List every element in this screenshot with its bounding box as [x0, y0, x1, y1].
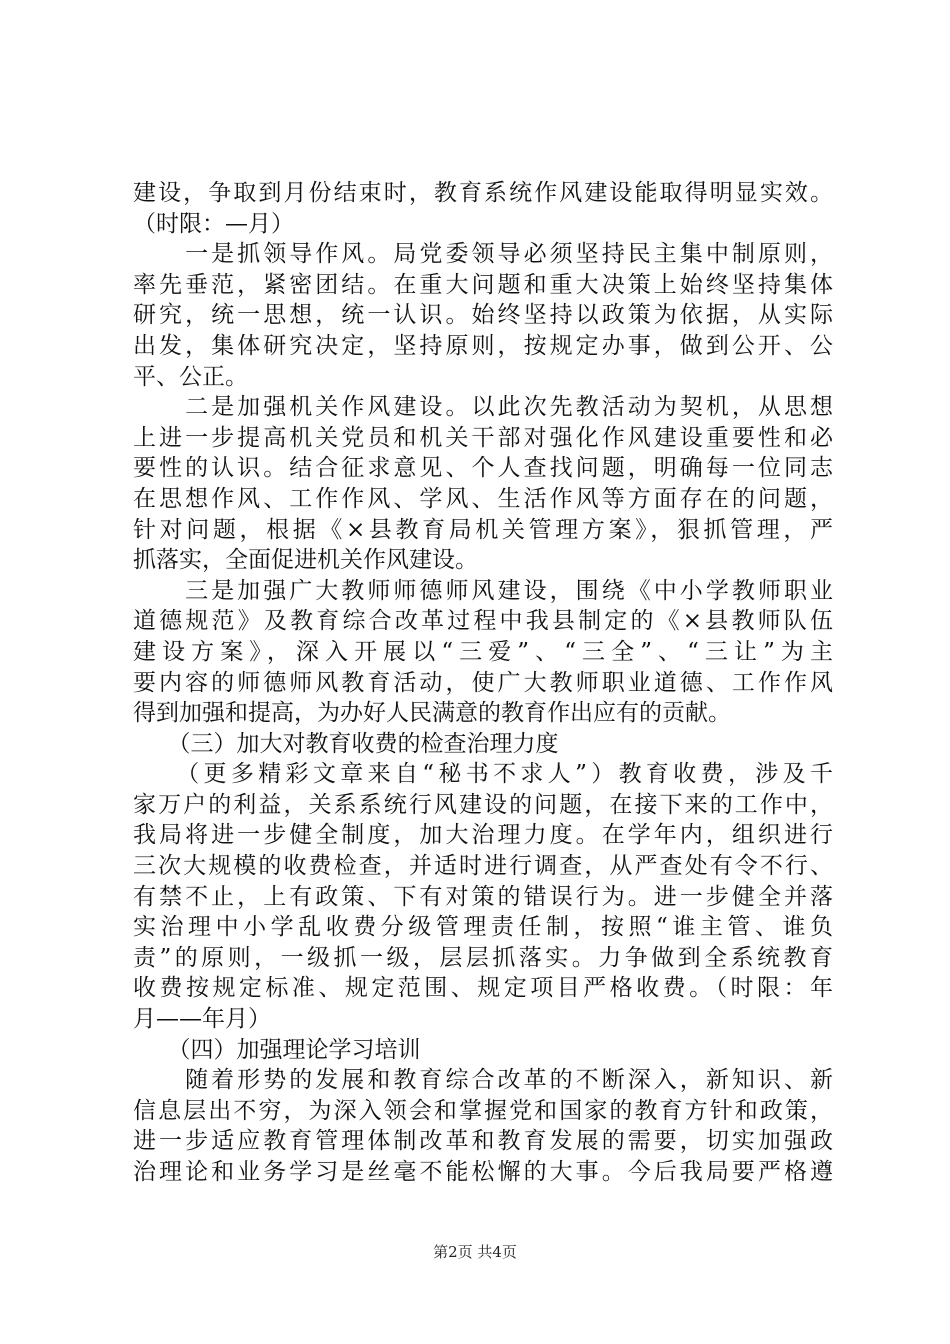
text-line: 月——年月） [133, 1006, 271, 1033]
text-line: 抓落实，全面促进机关作风建设。 [133, 547, 478, 574]
text-line: （更多精彩文章来自“秘书不求人”）教育收费，涉及千 [133, 761, 833, 788]
text-line: 收费按规定标准、规定范围、规定项目严格收费。（时限：年 [133, 975, 833, 1002]
page-footer [0, 1242, 950, 1262]
page-number-label: 第2页 共4页 [433, 1243, 517, 1261]
text-line: 有禁不止，上有政策、下有对策的错误行为。进一步健全并落 [133, 883, 833, 910]
text-line: 我局将进一步健全制度，加大治理力度。在学年内，组织进行 [133, 822, 833, 849]
text-line: 随着形势的发展和教育综合改革的不断深入，新知识、新 [133, 1067, 833, 1094]
text-line: 三是加强广大教师师德师风建设，围绕《中小学教师职业 [133, 577, 833, 604]
text-line: 家万户的利益，关系系统行风建设的问题，在接下来的工作中， [133, 791, 833, 818]
text-line: 率先垂范，紧密团结。在重大问题和重大决策上始终坚持集体 [133, 271, 833, 298]
document-body [133, 178, 833, 1188]
text-line: 建设，争取到月份结束时，教育系统作风建设能取得明显实效。 [133, 180, 833, 206]
text-line: 要性的认识。结合征求意见、个人查找问题，明确每一位同志 [133, 455, 833, 482]
text-line: 建设方案》，深入开展以“三爱”、“三全”、“三让”为主 [133, 638, 833, 665]
text-line: 要内容的师德师风教育活动，使广大教师职业道德、工作作风 [133, 669, 833, 696]
text-line: 出发，集体研究决定，坚持原则，按规定办事，做到公开、公 [133, 332, 833, 359]
text-line: 平、公正。 [133, 363, 248, 390]
text-line: 针对问题，根据《×县教育局机关管理方案》，狠抓管理，严 [133, 516, 833, 543]
text-line: 治理论和业务学习是丝毫不能松懈的大事。今后我局要严格遵 [133, 1159, 833, 1185]
text-line: （四）加强理论学习培训 [133, 1036, 421, 1063]
text-line: 道德规范》及教育综合改革过程中我县制定的《×县教师队伍 [133, 608, 833, 635]
text-line: 二是加强机关作风建设。以此次先教活动为契机，从思想 [133, 394, 833, 421]
text-line: 上进一步提高机关党员和机关干部对强化作风建设重要性和必 [133, 424, 833, 451]
text-line: （三）加大对教育收费的检查治理力度 [133, 730, 559, 757]
text-line: 一是抓领导作风。局党委领导必须坚持民主集中制原则， [133, 241, 833, 268]
text-line: 责”的原则，一级抓一级，层层抓落实。力争做到全系统教育 [133, 944, 833, 971]
text-line: （时限：—月） [133, 210, 294, 237]
text-line: 实治理中小学乱收费分级管理责任制，按照“谁主管、谁负 [133, 914, 833, 941]
text-line: 三次大规模的收费检查，并适时进行调查，从严查处有令不行、 [133, 853, 833, 880]
text-line: 研究，统一思想，统一认识。始终坚持以政策为依据，从实际 [133, 302, 833, 329]
text-line: 进一步适应教育管理体制改革和教育发展的需要，切实加强政 [133, 1128, 833, 1155]
text-line: 得到加强和提高，为办好人民满意的教育作出应有的贡献。 [133, 700, 731, 727]
text-line: 信息层出不穷，为深入领会和掌握党和国家的教育方针和政策， [133, 1097, 833, 1124]
text-line: 在思想作风、工作作风、学风、生活作风等方面存在的问题， [133, 485, 833, 512]
